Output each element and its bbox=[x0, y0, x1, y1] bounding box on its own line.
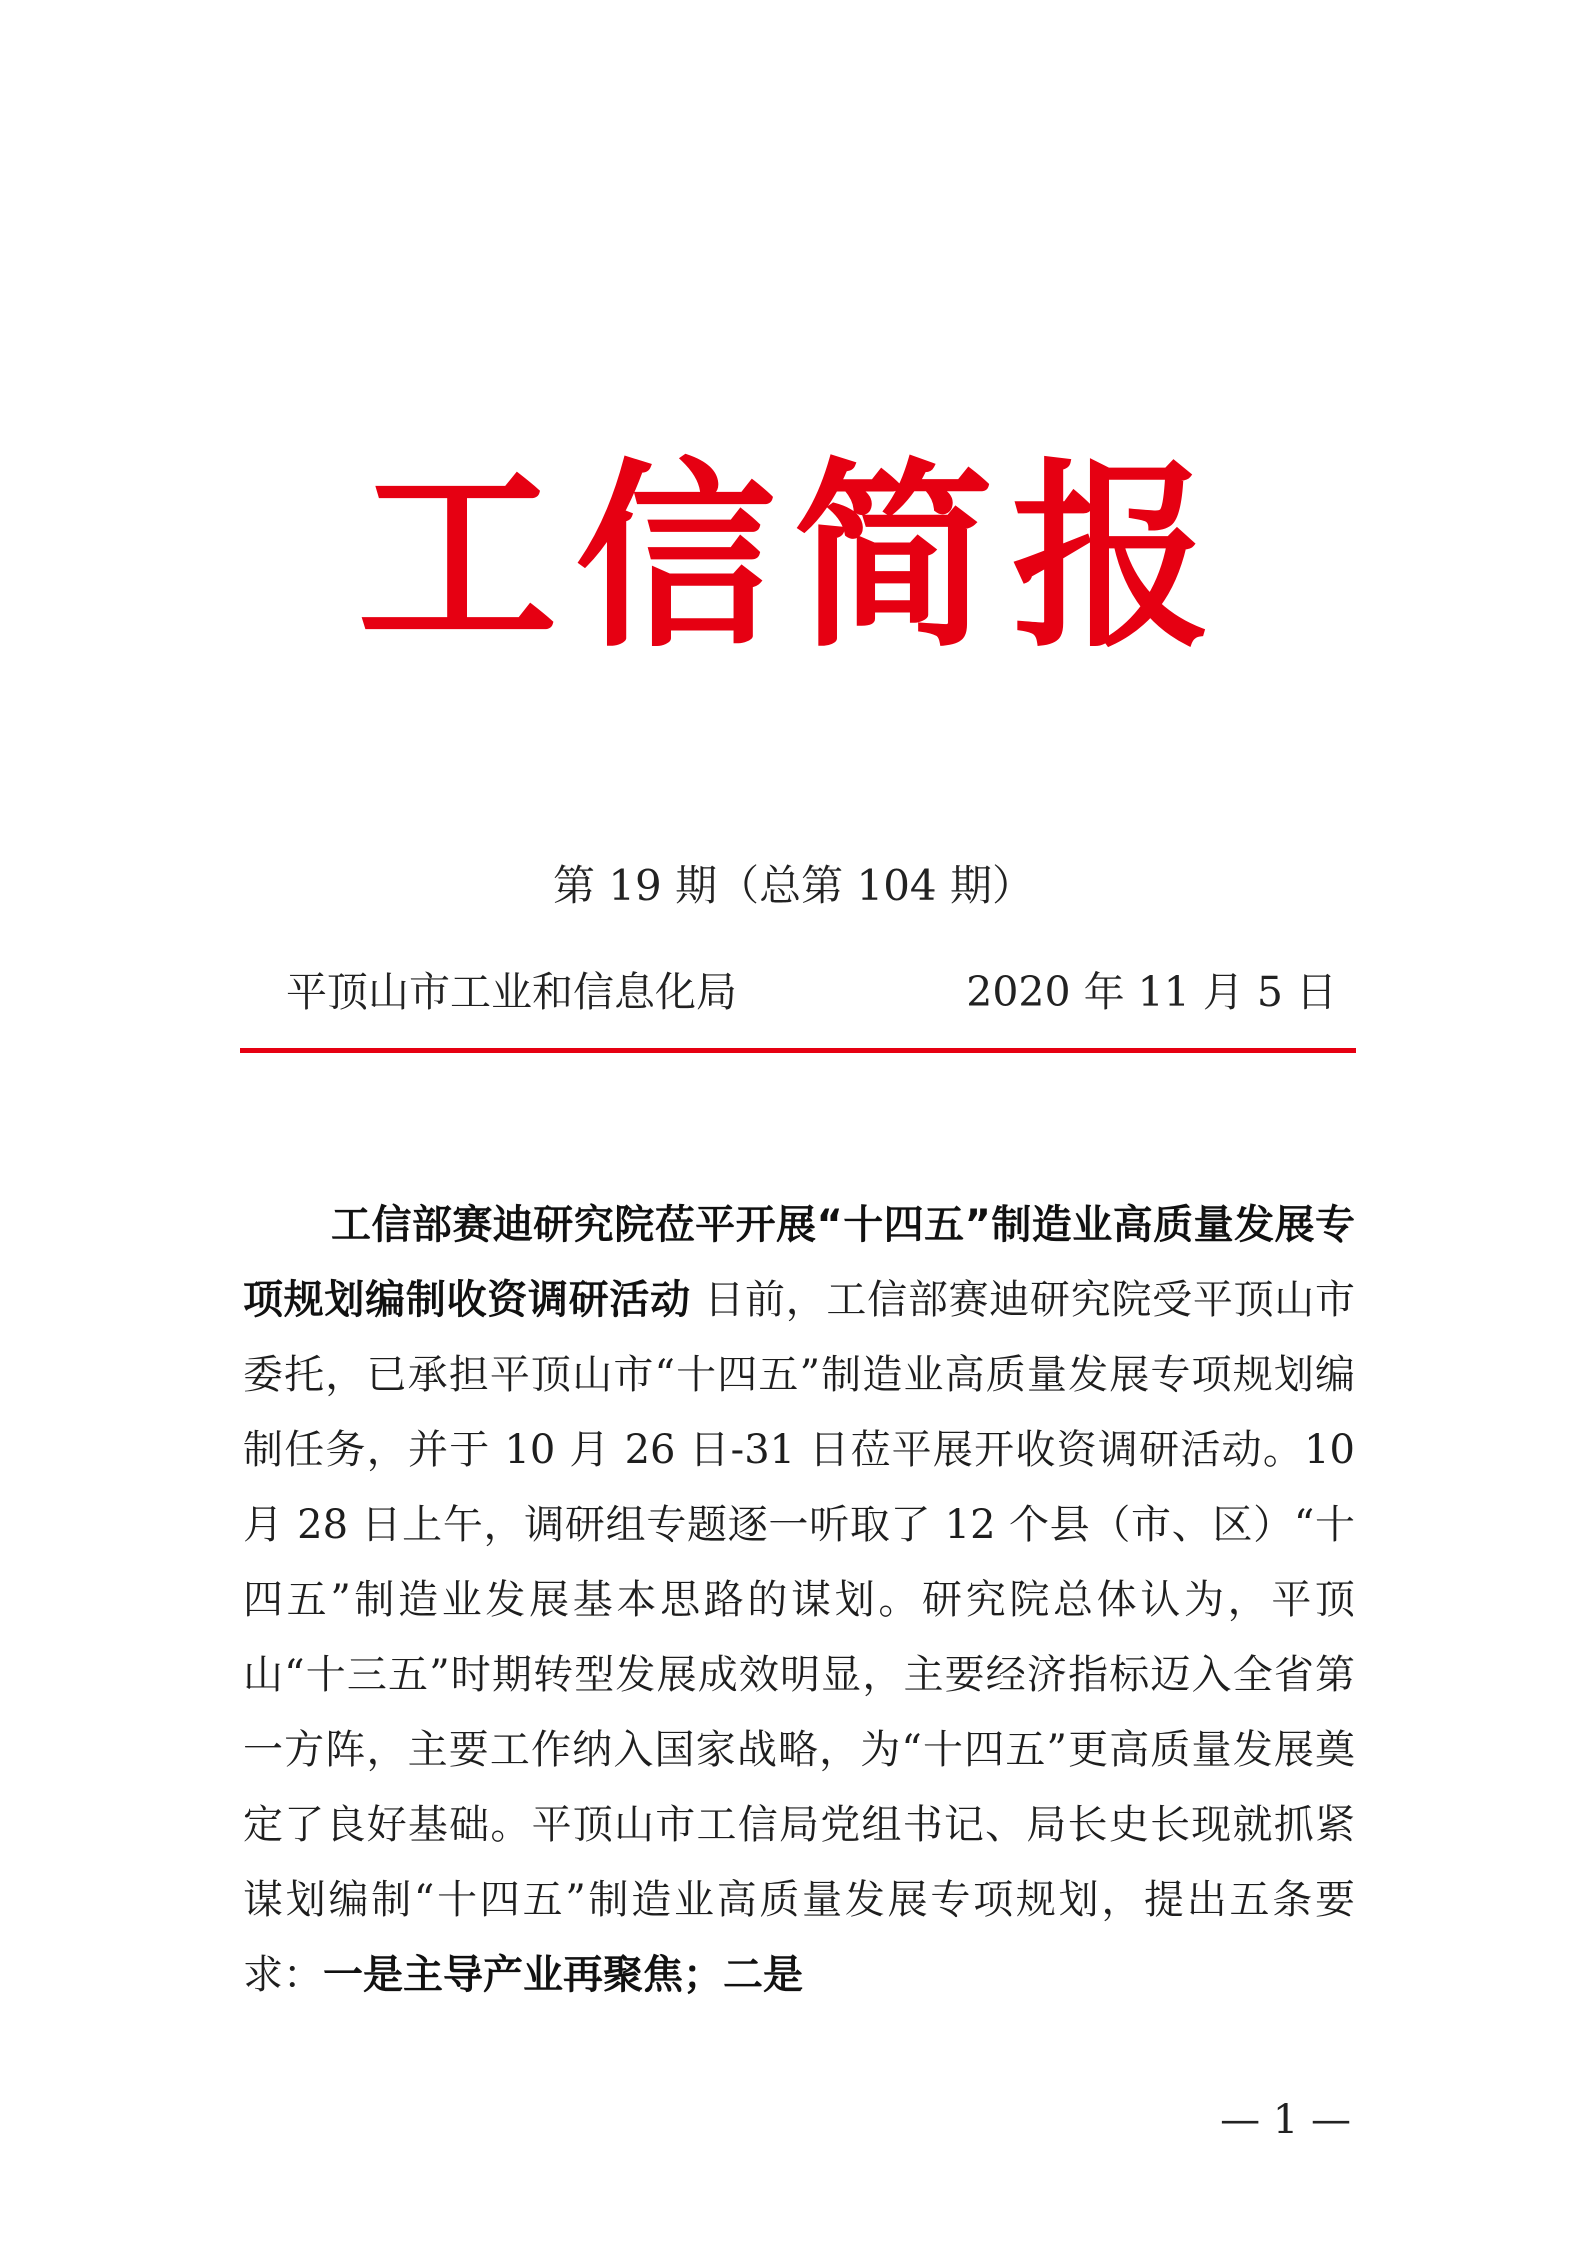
article-emphasis: 一是主导产业再聚焦；二是 bbox=[323, 1952, 803, 1998]
issue-date: 2020 年 11 月 5 日 bbox=[966, 968, 1337, 1016]
article-body bbox=[243, 1188, 1355, 2013]
issue-number: 第 19 期（总第 104 期） bbox=[552, 861, 1034, 910]
masthead-title: 工信简报 bbox=[357, 440, 1230, 675]
page-number: — 1 — bbox=[1220, 2097, 1351, 2143]
red-divider bbox=[240, 1048, 1356, 1053]
article-body-text: 日前，工信部赛迪研究院受平顶山市委托，已承担平顶山市“十四五”制造业高质量发展专项规划编制任务，并于 10 月 26 日-31 日莅平展开收资调研活动。10 月 28 日上午，调研组专题逐一听取了 12 个县（市、区）“十四五”制造业发展基本思路的谋划。研究院总体认为，平顶山“十三五”时期转型发展成效明显，主要经济指标迈入全省第一方阵，主要工作纳入国家战略，为“十四五”更高质量发展奠定了良好基础。平顶山市工信局党组书记、局长史长现就抓紧谋划编制“十四五”制造业高质量发展专项规划，提出五条要求： bbox=[243, 1277, 1355, 1998]
article-lead-title: 工信部赛迪研究院莅平开展“十四五”制造业高质量发展专项规划编制收资调研活动 bbox=[243, 1202, 1355, 1323]
issuer-name: 平顶山市工业和信息化局 bbox=[286, 968, 737, 1016]
